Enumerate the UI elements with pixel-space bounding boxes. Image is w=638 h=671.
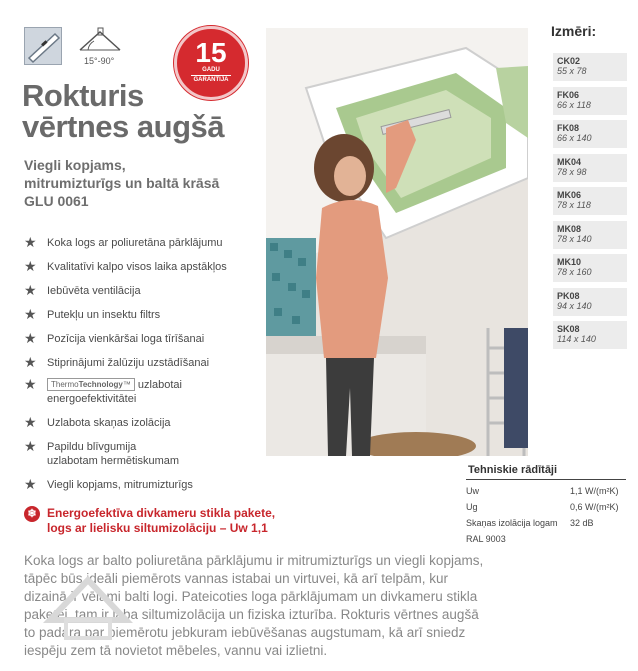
size-code: FK08	[557, 123, 580, 133]
size-item-mk06	[553, 187, 627, 215]
size-dimensions: 66 x 118	[557, 99, 591, 110]
thermo-technology-logo: ThermoTechnology™	[47, 378, 135, 391]
size-item-mk04	[553, 154, 627, 182]
size-code: PK08	[557, 290, 580, 301]
roof-window-icon	[24, 27, 62, 65]
size-item-pk08	[553, 288, 627, 316]
star-icon: ★	[24, 438, 37, 454]
feature-item: ★ Stiprinājumi žalūziju uzstādīšanai	[24, 354, 210, 370]
size-dimensions: 78 x 160	[557, 267, 592, 277]
size-code: MK06	[557, 190, 582, 200]
size-item-mk10	[553, 254, 627, 282]
energy-highlight: ❄ Energoefektīva divkameru stikla pakete, logs ar lielisku siltumizolāciju – Uw 1,1	[24, 506, 294, 536]
size-code: MK08	[557, 223, 582, 234]
star-icon: ★	[24, 354, 37, 370]
product-description: Koka logs ar balto poliuretāna pārklājumu ir mitrumizturīgs un viegli kopjams, tāpēc būs ideāli piemērots vannas istabai un virtuvei, kā arī telpām, kur dizainā ir vēlami balti logi. Pateicoties loga pārklājumam un divkameru stikla paketei, tam ir laba siltumizolācija un fiziska izturība. Rokturis vērtnes augšā to padara par piemērotu jebkuram iebūvēšanas augstumam, kā arī sniedz iespēju zem tā novietot mēbeles, vannu vai izlietni.	[24, 553, 484, 658]
sizes-title: Izmēri:	[551, 23, 597, 39]
star-icon: ★	[24, 306, 37, 322]
size-dimensions: 78 x 140	[557, 233, 592, 244]
size-dimensions: 94 x 140	[557, 300, 592, 311]
size-code: MK10	[557, 257, 582, 267]
size-code: SK08	[557, 324, 580, 334]
star-icon: ★	[24, 414, 37, 430]
size-code: MK04	[557, 156, 582, 167]
watermark-logo	[36, 572, 140, 648]
feature-item: ★ Iebūvēta ventilācija	[24, 282, 141, 298]
size-item-ck02	[553, 53, 627, 81]
size-code: FK06	[557, 89, 580, 100]
product-photo	[266, 28, 528, 456]
feature-item-thermo: ★ ThermoTechnology™ uzlabotai energoefektivitātei	[24, 376, 182, 405]
size-dimensions: 114 x 140	[557, 334, 596, 344]
feature-item: ★ Putekļu un insektu filtrs	[24, 306, 161, 322]
size-code: CK02	[557, 56, 581, 66]
star-icon: ★	[24, 282, 37, 298]
star-icon: ★	[24, 330, 37, 346]
warranty-label: GARANTIJA	[191, 75, 231, 84]
star-icon: ★	[24, 234, 37, 250]
roof-angle-label: 15°-90°	[84, 56, 115, 66]
product-title: Rokturis vērtnes augšā	[22, 78, 224, 144]
size-dimensions: 55 x 78	[557, 66, 587, 76]
feature-item: ★ Papildu blīvgumija uzlabotam hermētiskumam	[24, 438, 180, 467]
tech-divider	[466, 479, 626, 480]
warranty-years: 15	[195, 37, 227, 68]
size-dimensions: 66 x 140	[557, 133, 592, 143]
size-item-mk08	[553, 221, 627, 249]
size-item-fk08	[553, 120, 627, 148]
feature-item: ★ Uzlabota skaņas izolācija	[24, 414, 171, 430]
star-icon: ★	[24, 258, 37, 274]
tech-title: Tehniskie rādītāji	[468, 464, 558, 476]
size-item-fk06	[553, 87, 627, 115]
product-subtitle: Viegli kopjams, mitrumizturīgs un baltā krāsā GLU 0061	[24, 157, 220, 209]
snowflake-icon: ❄	[24, 506, 40, 522]
size-dimensions: 78 x 98	[557, 166, 587, 177]
feature-item: ★ Pozīcija vienkāršai loga tīrīšanai	[24, 330, 205, 346]
feature-item: ★ Koka logs ar poliuretāna pārklājumu	[24, 234, 223, 250]
size-dimensions: 78 x 118	[557, 200, 591, 210]
star-icon: ★	[24, 376, 37, 392]
feature-item: ★ Viegli kopjams, mitrumizturīgs	[24, 476, 193, 492]
warranty-unit: GADU	[202, 67, 220, 73]
feature-list	[24, 236, 274, 492]
size-item-sk08	[553, 321, 627, 349]
feature-item: ★ Kvalitatīvi kalpo visos laika apstākļos	[24, 258, 227, 274]
star-icon: ★	[24, 476, 37, 492]
